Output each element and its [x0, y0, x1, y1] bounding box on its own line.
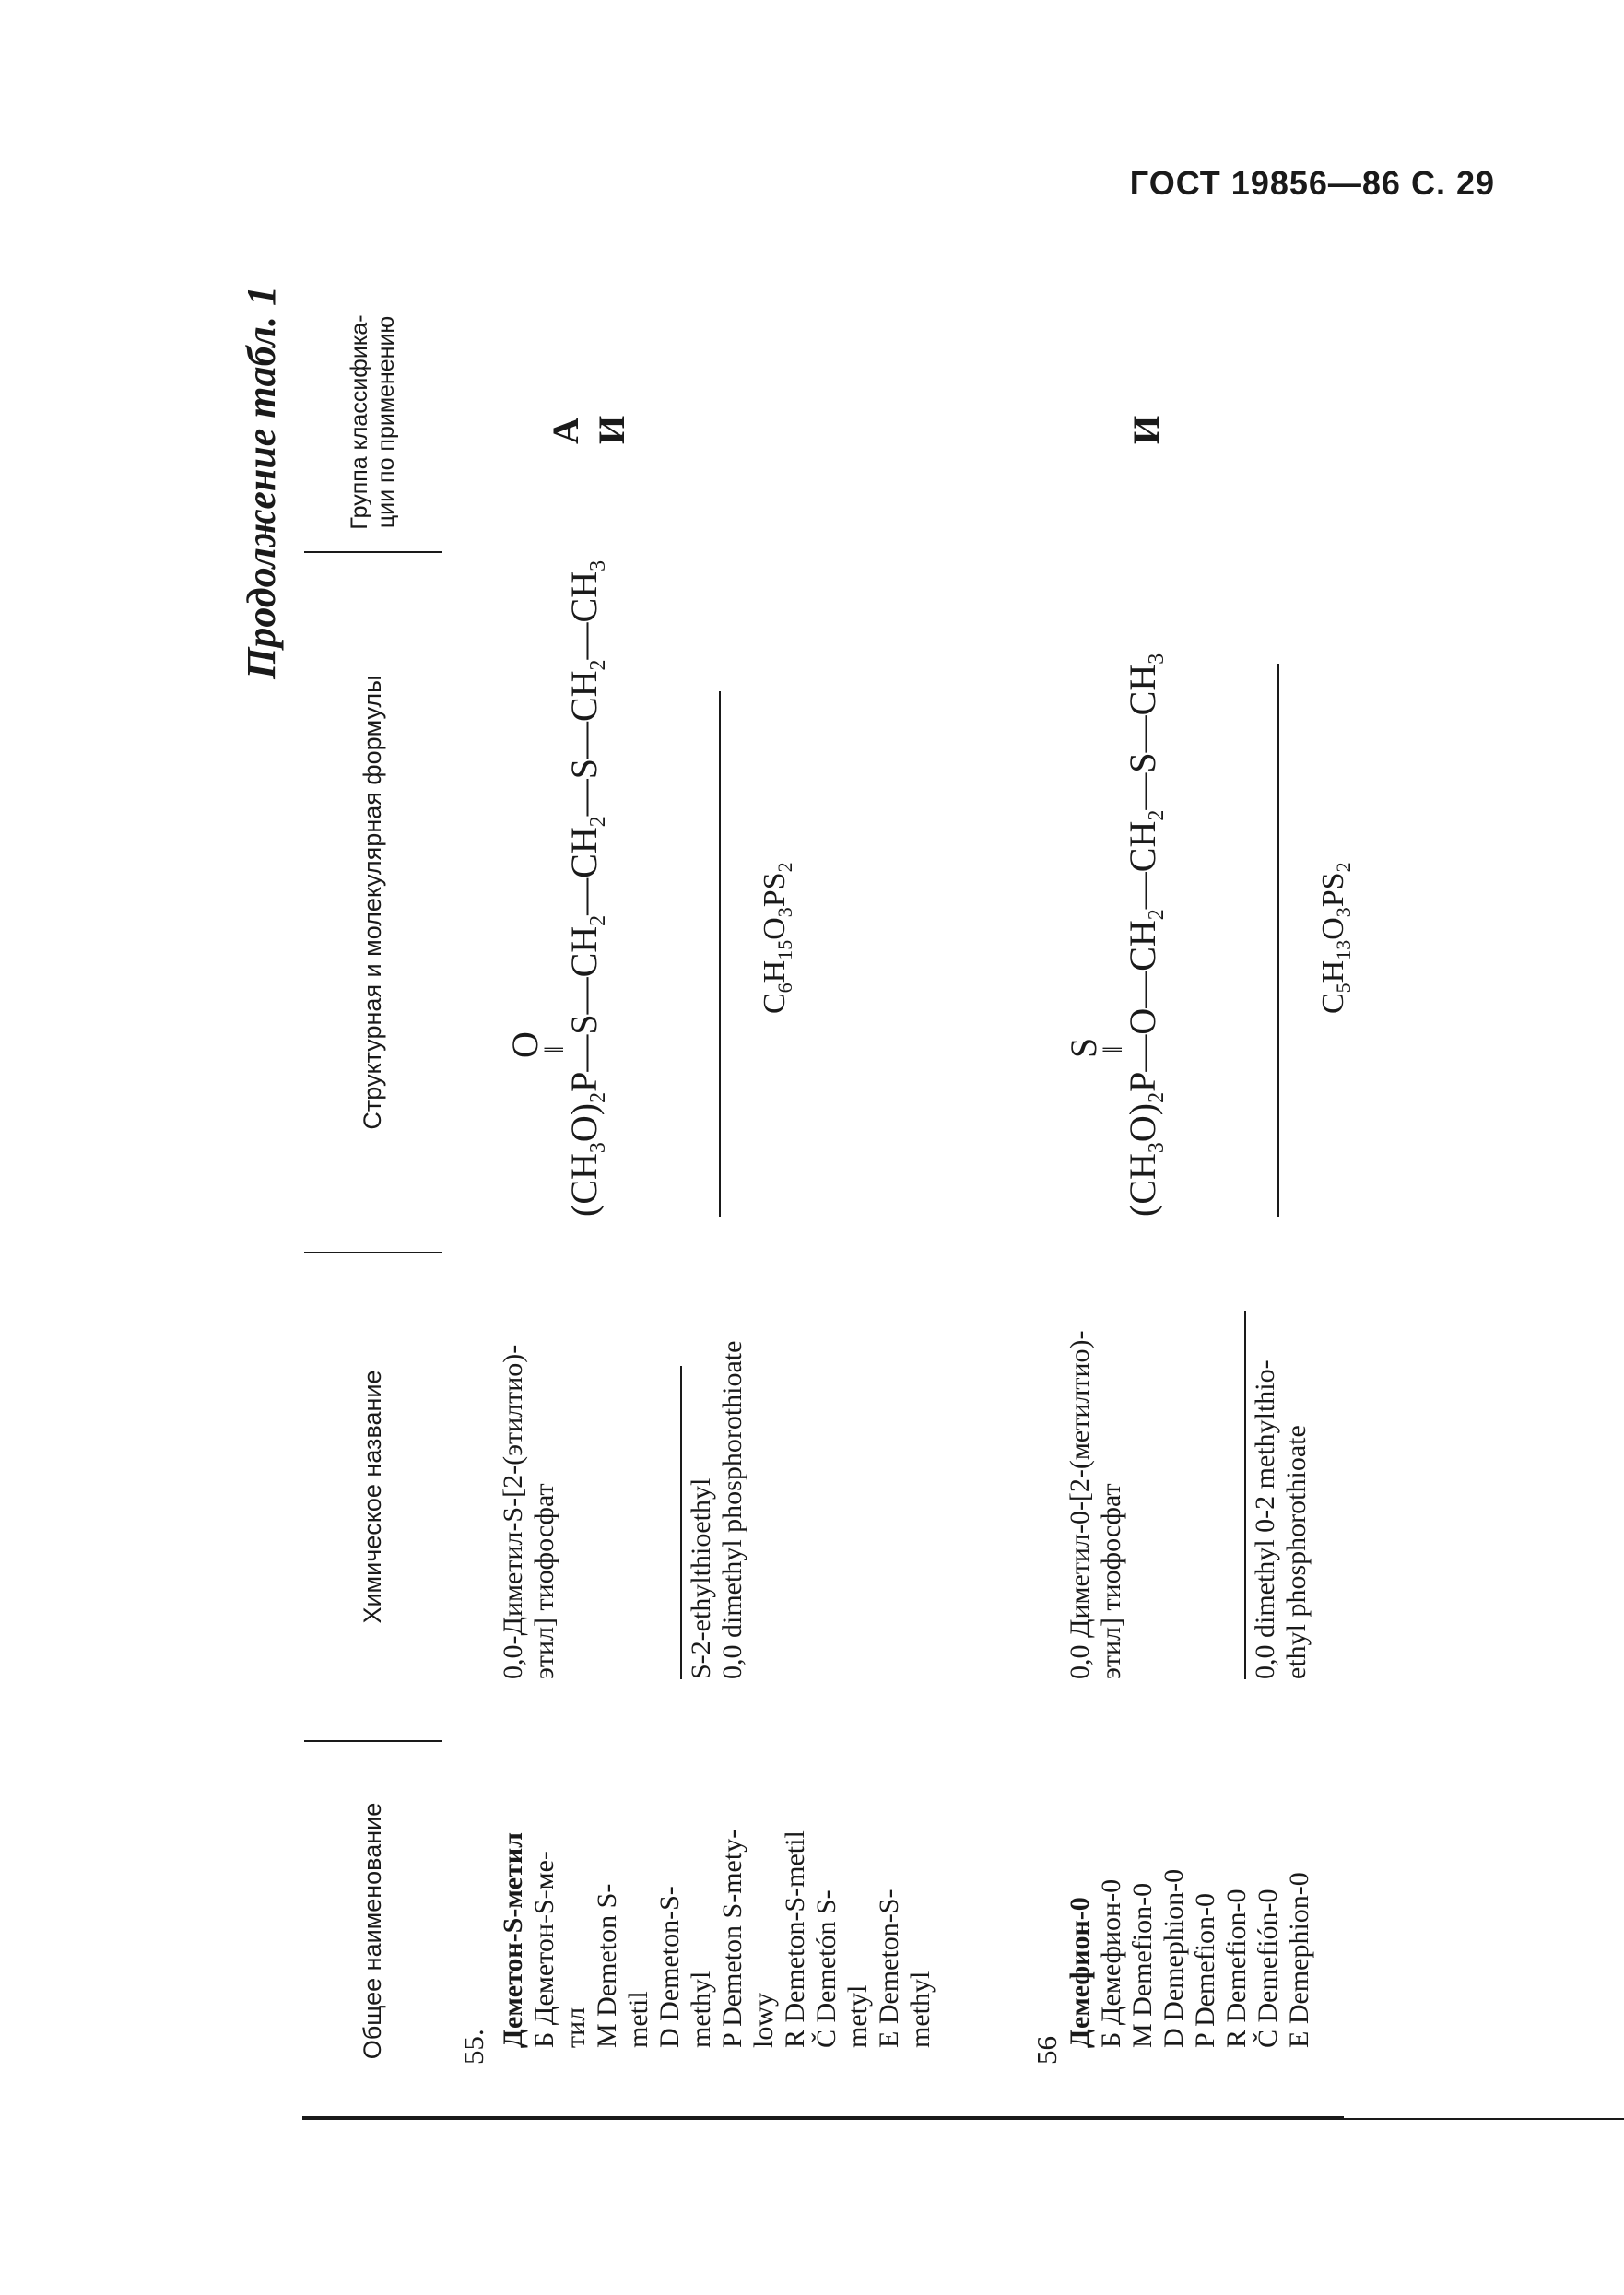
chem-ru-line: этил] тиофосфат [529, 1483, 559, 1679]
name-line: P Demefion-0 [1190, 1892, 1220, 2048]
name-line: metyl [842, 1984, 873, 2048]
row-separator [1025, 2118, 1624, 2120]
chem-name-separator [680, 1366, 682, 1679]
name-line: D Demeton-S- [654, 1886, 685, 2048]
chem-en-line: 0,0 dimethyl 0-2 methylthio- [1250, 1359, 1280, 1679]
chemical-name-ru [1065, 1331, 1127, 1680]
chem-ru-line: 0,0-Диметил-S-[2-(этилтио)- [498, 1344, 528, 1679]
double-bond-mark: ‖ [539, 1045, 570, 1053]
common-name-block [1065, 1869, 1315, 2048]
name-line: М Demeton S- [592, 1883, 622, 2048]
chemical-name-en [1250, 1359, 1312, 1679]
chemical-name-ru [498, 1345, 560, 1679]
common-name-title: Демефион-0 [1065, 1897, 1095, 2048]
double-bond-mark: ‖ [1098, 1045, 1128, 1053]
name-line: Č Demetón S- [811, 1889, 841, 2048]
header-common-name: Общее наименование [359, 1802, 387, 2060]
name-line: D Demephion-0 [1159, 1868, 1189, 2048]
structural-formula: $(CH_3O)_2P—O—CH_2—CH_2—S—CH_3$ [1122, 653, 1169, 1217]
rotated-table [230, 286, 1624, 2138]
double-bond-atom: O [504, 1031, 546, 1058]
chemical-name-en [686, 1341, 748, 1679]
document-header: ГОСТ 19856—86 С. 29 [1129, 164, 1495, 202]
header-group: Группа классифика- ции по применению [347, 314, 399, 530]
name-line: Б Демефион-0 [1096, 1878, 1126, 2048]
application-group: А [545, 418, 586, 444]
name-line: methyl [686, 1971, 716, 2048]
chem-en-line: S-2-ethylthioethyl [686, 1477, 716, 1679]
chem-ru-line: 0,0 Диметил-0-[2-(метилтио)- [1065, 1330, 1095, 1679]
name-line: lowy [748, 1993, 779, 2048]
name-line: R Demeton-S-metil [780, 1830, 810, 2048]
header-chemical-name: Химическое название [359, 1370, 387, 1624]
application-group: И [591, 415, 632, 444]
formula-separator [1277, 664, 1279, 1217]
name-line: P Demeton S-mety- [717, 1829, 747, 2048]
name-line: Č Demefión-0 [1253, 1889, 1283, 2048]
common-name-title: Деметон-S-метил [498, 1832, 528, 2048]
name-line: тил [560, 2007, 591, 2048]
chem-en-line: ethyl phosphorothioate [1281, 1425, 1312, 1679]
row-number: 55. [457, 2029, 489, 2065]
header-formula: Структурная и молекулярная формулы [359, 675, 387, 1130]
name-line: E Demephion-0 [1284, 1872, 1314, 2048]
name-line: R Demefion-0 [1221, 1889, 1252, 2048]
row-number: 56 [1030, 2036, 1063, 2065]
double-bond-atom: S [1063, 1037, 1104, 1058]
table-continuation-label: Продолжение табл. 1 [239, 286, 284, 679]
chem-name-separator [1244, 1311, 1246, 1679]
name-line: Б Деметон-S-ме- [529, 1851, 559, 2048]
molecular-formula: $C_6H_{15}O_3PS_2$ [758, 862, 796, 1014]
molecular-formula: $C_5H_{13}O_3PS_2$ [1316, 862, 1355, 1014]
common-name-block [498, 1830, 936, 2048]
name-line: E Demeton-S- [874, 1889, 904, 2048]
name-line: metil [623, 1991, 653, 2048]
name-line: М Demefion-0 [1127, 1882, 1158, 2048]
chem-en-line: 0,0 dimethyl phosphorothioate [717, 1340, 747, 1679]
formula-separator [719, 691, 721, 1217]
chem-ru-line: этил] тиофосфат [1096, 1483, 1126, 1679]
name-line: methyl [905, 1971, 936, 2048]
structural-formula: $(CH_3O)_2P—S—CH_2—CH_2—S—CH_2—CH_3$ [563, 559, 610, 1217]
application-group: И [1125, 415, 1167, 444]
